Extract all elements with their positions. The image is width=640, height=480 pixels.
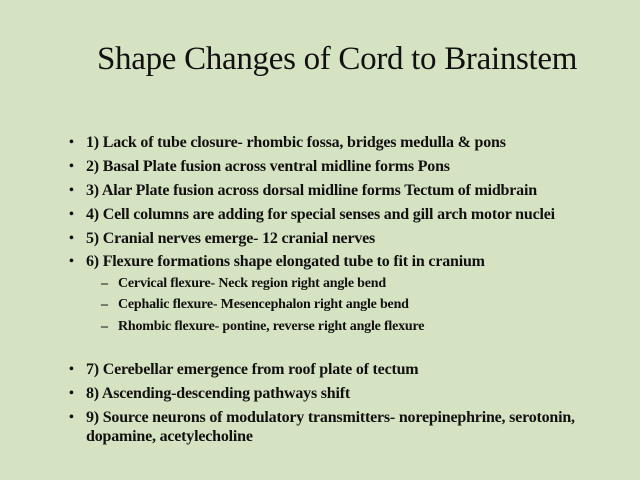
bullet-text: 2) Basal Plate fusion across ventral midline forms Pons [86, 158, 450, 175]
bullet-text: 7) Cerebellar emergence from roof plate of tectum [86, 361, 419, 378]
bullet-dot-icon: • [69, 135, 74, 150]
bullet-text: 8) Ascending-descending pathways shift [86, 385, 351, 402]
bullet-dot-icon: • [69, 410, 74, 425]
dash-icon: – [101, 297, 108, 312]
bullet-item [69, 252, 631, 271]
bullet-item [69, 205, 631, 224]
bullet-text: 5) Cranial nerves emerge- 12 cranial nerves [86, 230, 376, 247]
bullet-text: 3) Alar Plate fusion across dorsal midline forms Tectum of midbrain [86, 182, 537, 199]
sub-bullet-text: Cervical flexure- Neck region right angle bend [118, 276, 386, 291]
sub-bullet-text: Rhombic flexure- pontine, reverse right angle flexure [118, 319, 425, 334]
bullet-item [69, 384, 631, 403]
sub-bullet-item [101, 296, 618, 313]
sub-bullet-item [101, 275, 618, 292]
sub-bullet-item [101, 318, 618, 335]
bullet-text: 4) Cell columns are adding for special senses and gill arch motor nuclei [86, 206, 555, 223]
bullet-dot-icon: • [69, 386, 74, 401]
bullet-item [69, 360, 631, 379]
bullet-dot-icon: • [69, 207, 74, 222]
bullet-item [69, 133, 631, 152]
bullet-dot-icon: • [69, 183, 74, 198]
bullet-item [69, 229, 631, 248]
bullet-dot-icon: • [69, 254, 74, 269]
sub-bullet-text: Cephalic flexure- Mesencephalon right angle bend [118, 297, 409, 312]
bullet-dot-icon: • [69, 159, 74, 174]
bullet-dot-icon: • [69, 231, 74, 246]
dash-icon: – [101, 276, 108, 291]
bullet-text: 1) Lack of tube closure- rhombic fossa, bridges medulla & pons [86, 134, 506, 151]
slide-title: Shape Changes of Cord to Brainstem [97, 41, 578, 77]
bullet-item [69, 408, 586, 446]
dash-icon: – [101, 319, 108, 334]
bullet-text: 9) Source neurons of modulatory transmitters- norepinephrine, serotonin, dopamine, acetylecholine [86, 409, 575, 445]
bullet-item [69, 157, 631, 176]
bullet-item [69, 181, 631, 200]
bullet-text: 6) Flexure formations shape elongated tube to fit in cranium [86, 253, 485, 270]
bullet-dot-icon: • [69, 362, 74, 377]
